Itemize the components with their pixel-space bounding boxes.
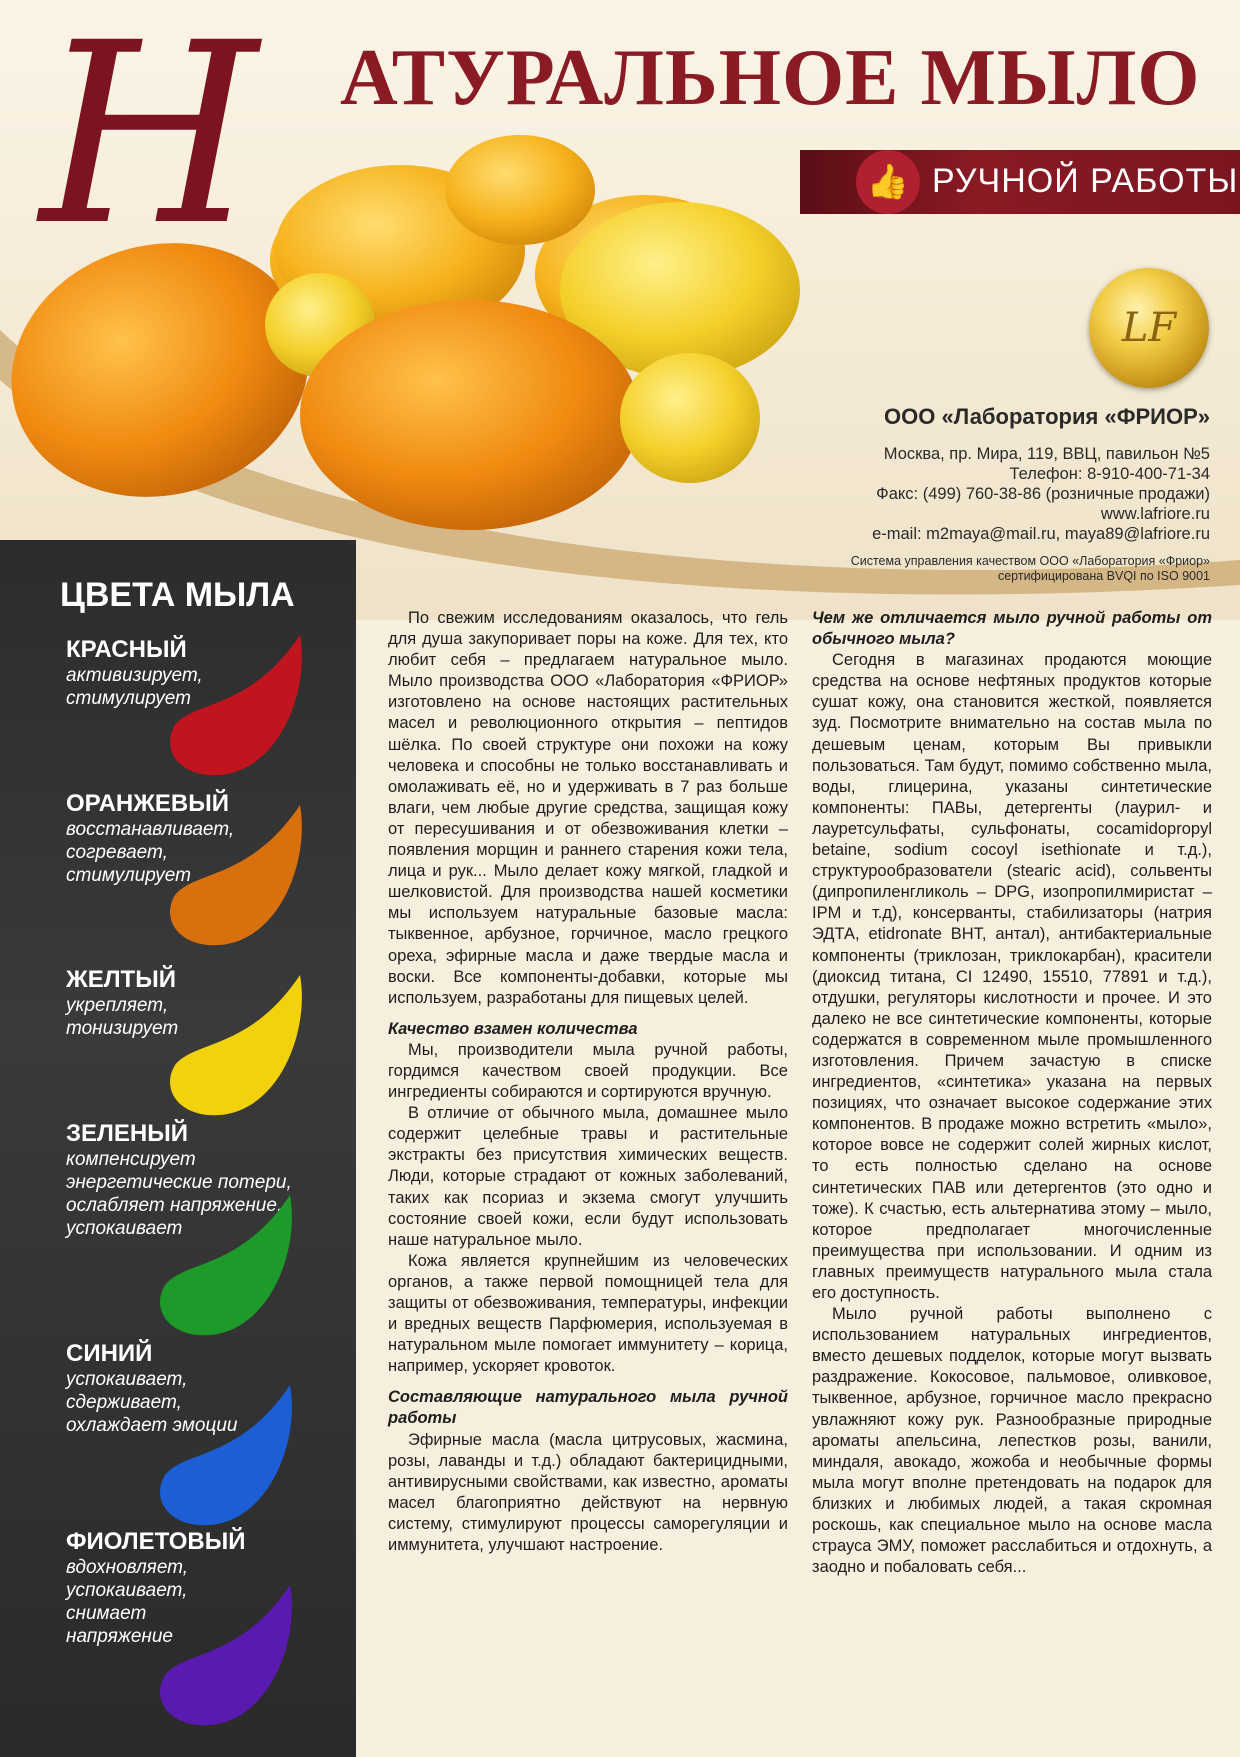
section-heading-components: Составляющие натурального мыла ручной работы: [388, 1388, 788, 1428]
logo-text: LF: [1121, 305, 1177, 351]
color-name: ОРАНЖЕВЫЙ: [66, 790, 230, 817]
article-paragraph: Сегодня в магазинах продаются моющие средства на основе нефтяных продуктов которые сушат кожу, она становится жесткой, появляется зуд. Посмотрите внимательно на состав мыла по дешевым ценам, которым Вы привыкли пользоваться. Там будут, помимо собственно мыла, воды, глицерина, указаны синтетические компоненты: ПАВы, детергенты (лаурил- и лауретсульфаты, сульфонаты, cocamidopropyl betaine, sodium cocoyl isethionate и т.д.), структурообразователи (stearic acid), сольвенты (дипропиленгликоль – DPG, изопропилмиристат – IPM и т.д), консерванты, стабилизаторы (натрия ЭДТА, etidronate BHT, антал), антибактериальные компоненты (триклозан, триклокарбан), красители (диоксид титана, CI 12490, 15510, 77891 и т.д.), отдушки, регуляторы кислотности и прочее. И это далеко не все синтетические компоненты, которые содержатся в современном мыле промышленного изготовления. Причем зачастую в списке ингредиентов, «синтетика» указана на первых позициях, что означает высокое содержание этих компонентов. В продаже можно встретить «мыло», которое вовсе не содержит солей жирных кислот, то есть полностью сделано на основе синтетических ПАВ или детергентов (это одно и тоже). К счастью, есть альтернатива этому – мыло, которое предполагает многочисленные преимущества при использовании. И одним из главных преимуществ натурального мыла стала его доступность.: [812, 651, 1212, 1302]
article-paragraph: Мы, производители мыла ручной работы, гордимся качеством своей продукции. Все ингредиенты собираются и сортируются вручную.: [388, 1040, 788, 1102]
article-paragraph: Эфирные масла (масла цитрусовых, жасмина, розы, лаванды и т.д.) обладают бактерицидными, антивирусными свойствами, как известно, ароматы масел благоприятно действуют на нервную систему, стимулируют процессы саморегуляции и иммунитета, улучшают настроение.: [388, 1430, 788, 1555]
company-logo: [1089, 268, 1209, 388]
article-paragraph: В отличие от обычного мыла, домашнее мыло содержит целебные травы и растительные экстракты без присутствия химических веществ. Люди, которые страдают от кожных заболеваний, таких как псориаз и экзема смогут улучшить состояние своей кожи, если будут использовать наше натуральное мыло.: [388, 1104, 788, 1249]
color-name: ЖЕЛТЫЙ: [66, 966, 176, 993]
colors-title: ЦВЕТА МЫЛА: [60, 576, 295, 614]
color-desc: успокаивает, сдерживает, охлаждает эмоции: [66, 1369, 238, 1436]
company-info: [851, 404, 1210, 584]
page-title: АТУРАЛЬНОЕ МЫЛО: [340, 34, 1201, 122]
article-paragraph: Кожа является крупнейшим из человеческих органов, а также первой помощницей тела для защиты от обезвоживания, температуры, инфекции и вредных веществ Парфюмерия, используемая в натуральном мыле помогает иммунитету – корица, например, ускоряет кровоток.: [388, 1251, 788, 1376]
company-address: Москва, пр. Мира, 119, ВВЦ, павильон №5: [883, 445, 1210, 463]
title-initial: Н: [40, 0, 259, 280]
iso-line-1: Система управления качеством ООО «Лаборатория «Фриор»: [850, 554, 1210, 568]
color-desc: активизирует, стимулирует: [66, 665, 203, 709]
color-name: ФИОЛЕТОВЫЙ: [66, 1528, 246, 1555]
color-desc: восстанавливает, согревает, стимулирует: [66, 819, 235, 886]
orange-drop-icon: [160, 800, 320, 950]
company-email[interactable]: e-mail: m2maya@mail.ru, maya89@lafriore.ru: [872, 525, 1210, 543]
article-intro: По свежим исследованиям оказалось, что гель для душа закупоривает поры на коже. Для тех, кто любит себя – предлагаем натуральное мыло. Мыло производства ООО «Лаборатория «ФРИОР» изготовлено на основе настоящих растительных масел и революционного открытия – пептидов шёлка. По своей структуре они похожи на кожу человека и способны не только восстанавливать и омолаживать её, но и удерживать в 7 раз больше влаги, чем любые другие средства, защищая кожу от пересушивания и от обезвоживания клетки – появления морщин и раннего старения кожи тела, лица и рук... Мыло делает кожу мягкой, гладкой и шелковистой. Для производства нашей косметики мы используем натуральные базовые масла: тыквенное, арбузное, горчичное, масло грецкого ореха, эфирные масла и даже твердые масла и воски. Все компоненты-добавки, которые мы используем, разработаны для пищевых целей.: [388, 609, 788, 1007]
color-name: СИНИЙ: [66, 1340, 153, 1367]
article-column-1: [388, 608, 788, 1556]
color-desc: компенсирует энергетические потери, ослабляет напряжение, успокаивает: [66, 1149, 292, 1239]
blue-drop-icon: [150, 1380, 310, 1530]
company-name: ООО «Лаборатория «ФРИОР»: [884, 404, 1210, 429]
section-heading-difference: Чем же отличается мыло ручной работы от обычного мыла?: [812, 609, 1212, 649]
color-name: КРАСНЫЙ: [66, 636, 187, 663]
article-paragraph: Мыло ручной работы выполнено с использованием натуральных ингредиентов, вместо дешевых подделок, которые могут вызвать раздражение. Кокосовое, пальмовое, оливковое, тыквенное, арбузное, горчичное масло прекрасно увлажняют кожу рук. Разнообразные природные ароматы апельсина, лепестков розы, ванили, миндаля, авокадо, жожоба и необычные формы мыла могут вполне претендовать на подарок для близких и любимых людей, а такая скромная роскошь, как специальное мыло на основе масла страуса ЭМУ, поможет расслабиться и отдохнуть, а заодно и побаловать себя...: [812, 1305, 1212, 1577]
company-fax: Факс: (499) 760-38-86 (розничные продажи): [876, 485, 1210, 503]
color-desc: укрепляет, тонизирует: [66, 995, 179, 1039]
company-website[interactable]: www.lafriore.ru: [1100, 505, 1210, 523]
color-name: ЗЕЛЕНЫЙ: [66, 1120, 188, 1147]
violet-drop-icon: [150, 1580, 310, 1730]
thumbs-up-icon: 👍: [856, 150, 920, 214]
section-heading-quality: Качество взамен количества: [388, 1019, 638, 1038]
red-drop-icon: [160, 630, 320, 780]
article-column-2: [812, 608, 1212, 1578]
company-phone: Телефон: 8-910-400-71-34: [1009, 465, 1210, 483]
green-drop-icon: [150, 1190, 310, 1340]
iso-line-2: сертифицирована BVQI по ISO 9001: [997, 569, 1210, 583]
color-desc: вдохновляет, успокаивает, снимает напряжение: [66, 1557, 189, 1647]
page-subtitle: РУЧНОЙ РАБОТЫ: [932, 162, 1239, 200]
yellow-drop-icon: [160, 970, 320, 1120]
